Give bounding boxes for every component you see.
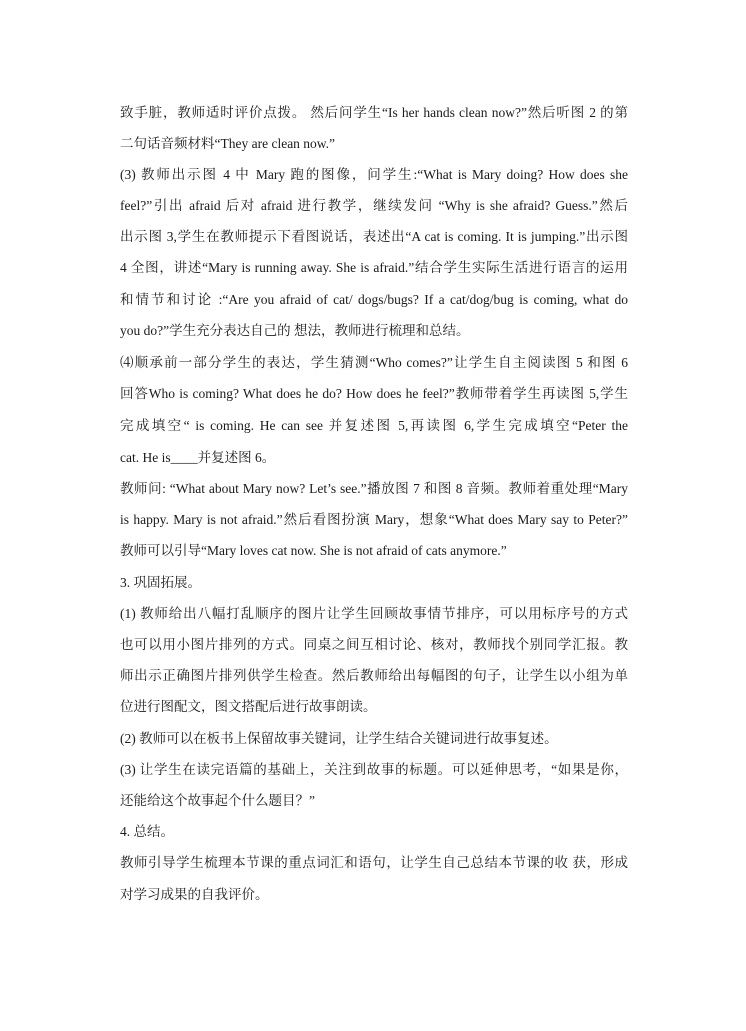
text-line: (1) 教师给出八幅打乱顺序的图片让学生回顾故事情节排序，可以用标序号的方式 — [120, 606, 628, 621]
text-line: 教师问: “What about Mary now? Let’s see.”播放图 7 和图 8 音频。教师着重处理“Mary — [120, 481, 628, 496]
text-line: 师出示正确图片排列供学生检查。然后教师给出每幅图的句子，让学生以小组为单 — [120, 668, 628, 683]
text-line: 完成填空“ is coming. He can see 并复述图 5,再读图 6,学生完成填空“Peter the — [120, 418, 628, 433]
text-line: ⑷顺承前一部分学生的表达，学生猜测“Who comes?”让学生自主阅读图 5 和图 6 — [120, 355, 628, 370]
text-line: 致手脏，教师适时评价点拨。 然后问学生“Is her hands clean now?”然后听图 2 的第 — [120, 105, 628, 120]
text-line: 和情节和讨论 :“Are you afraid of cat/ dogs/bugs? If a cat/dog/bug is coming, what do — [120, 292, 628, 307]
text-line: (3) 让学生在读完语篇的基础上，关注到故事的标题。可以延伸思考，“如果是你， — [120, 762, 628, 777]
text-line: 教师引导学生梳理本节课的重点词汇和语句，让学生自己总结本节课的收 获，形成 — [120, 855, 628, 870]
text-line: 出示图 3,学生在教师提示下看图说话，表述出“A cat is coming. It is jumping.”出示图 — [120, 229, 628, 244]
text-line: feel?”引出 afraid 后对 afraid 进行教学，继续发问 “Why is she afraid? Guess.”然后 — [120, 198, 628, 213]
text-line: 对学习成果的自我评价。 — [120, 887, 269, 902]
text-line: 还能给这个故事起个什么题目？” — [120, 793, 315, 808]
text-line: (2) 教师可以在板书上保留故事关键词，让学生结合关键词进行故事复述。 — [120, 731, 558, 746]
text-line: 4 全图，讲述“Mary is running away. She is afraid.”结合学生实际生活进行语言的运用 — [120, 260, 628, 275]
text-line: (3) 教师出示图 4 中 Mary 跑的图像，问学生:“What is Mary doing? How does she — [120, 167, 628, 182]
section-heading: 3. 巩固拓展。 — [120, 575, 201, 590]
text-line: 位进行图配文，图文搭配后进行故事朗读。 — [120, 699, 377, 714]
text-line: 教师可以引导“Mary loves cat now. She is not afraid of cats anymore.” — [120, 543, 507, 558]
text-line: cat. He is____并复述图 6。 — [120, 450, 276, 465]
text-line: you do?”学生充分表达自己的 想法，教师进行梳理和总结。 — [120, 323, 470, 338]
text-line: 也可以用小图片排列的方式。同桌之间互相讨论、核对，教师找个别同学汇报。教 — [120, 637, 628, 652]
text-line: is happy. Mary is not afraid.”然后看图扮演 Mary，想象“What does Mary say to Peter?” — [120, 512, 628, 527]
text-line: 回答Who is coming? What does he do? How does he feel?”教师带着学生再读图 5,学生 — [120, 386, 628, 401]
section-heading: 4. 总结。 — [120, 824, 174, 839]
text-line: 二句话音频材料“They are clean now.” — [120, 136, 336, 151]
